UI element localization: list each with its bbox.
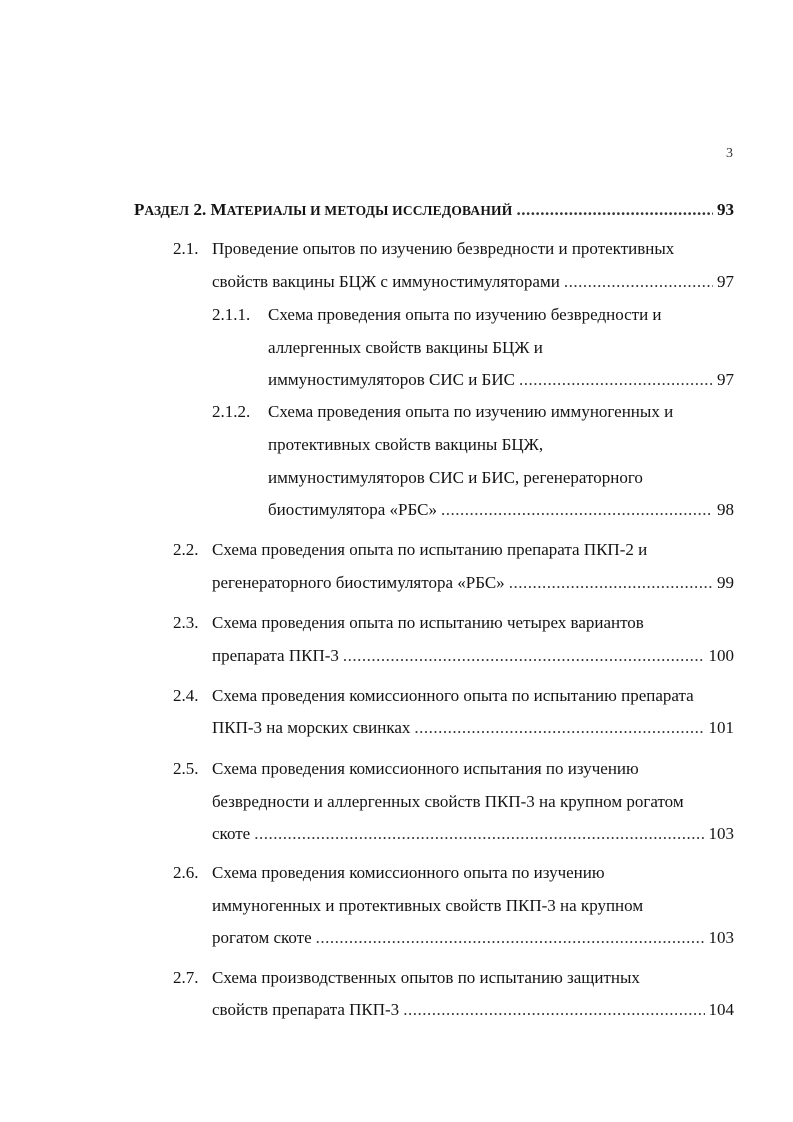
toc-page-number: 97	[717, 272, 734, 291]
toc-page-number: 101	[708, 718, 734, 737]
entry-number: 2.4.	[173, 686, 199, 705]
toc-page-number: 93	[717, 200, 734, 219]
toc-page-number: 103	[708, 928, 734, 947]
toc-page-number: 103	[708, 824, 734, 843]
dot-leader	[403, 999, 704, 1021]
entry-text-line: Схема проведения комиссионного испытания по изучению	[212, 759, 639, 778]
entry-text-line: регенераторного биостимулятора «РБС»	[212, 573, 505, 592]
entry-number: 2.1.1.	[212, 305, 251, 324]
entry-text-line: безвредности и аллергенных свойств ПКП-3 на крупном рогатом	[212, 792, 684, 811]
entry-number: 2.7.	[173, 968, 199, 987]
entry-number: 2.1.2.	[212, 402, 251, 421]
entry-number: 2.2.	[173, 540, 199, 559]
entry-number: 2.3.	[173, 613, 199, 632]
dot-leader	[343, 645, 705, 667]
entry-text-line: свойств препарата ПКП-3	[212, 1000, 400, 1019]
entry-text-line: Схема проведения комиссионного опыта по изучению	[212, 863, 605, 882]
entry-text-line: Схема проведения опыта по испытанию препарата ПКП-2 и	[212, 540, 648, 559]
dot-leader	[441, 499, 713, 521]
dot-leader	[254, 823, 704, 845]
entry-text-line: Схема проведения опыта по испытанию четырех вариантов	[212, 613, 644, 632]
dot-leader	[509, 572, 713, 594]
toc-page-number: 98	[717, 500, 734, 519]
entry-text-line: свойств вакцины БЦЖ с иммуностимуляторами	[212, 272, 560, 291]
entry-text-line: скоте	[212, 824, 251, 843]
entry-text-line: Схема проведения комиссионного опыта по испытанию препарата	[212, 686, 694, 705]
toc-page-number: 104	[708, 1000, 734, 1019]
dot-leader	[516, 199, 713, 221]
section-title: РАЗДЕЛ 2. МАТЕРИАЛЫ И МЕТОДЫ ИССЛЕДОВАНИЙ	[134, 200, 513, 219]
toc-page-number: 97	[717, 370, 734, 389]
toc-page-number: 100	[708, 646, 734, 665]
entry-number: 2.5.	[173, 759, 199, 778]
entry-text-line: протективных свойств вакцины БЦЖ,	[268, 435, 544, 454]
toc-page-number: 99	[717, 573, 734, 592]
dot-leader	[414, 717, 704, 739]
toc-section-heading[interactable]	[134, 199, 734, 222]
entry-text-line: Схема производственных опытов по испытанию защитных	[212, 968, 640, 987]
entry-text-line: биостимулятора «РБС»	[268, 500, 437, 519]
entry-text-line: аллергенных свойств вакцины БЦЖ и	[268, 338, 543, 357]
entry-text-line: Схема проведения опыта по изучению иммуногенных и	[268, 402, 674, 421]
dot-leader	[519, 369, 713, 391]
entry-number: 2.6.	[173, 863, 199, 882]
dot-leader	[564, 271, 713, 293]
entry-text-line: иммуностимуляторов СИС и БИС	[268, 370, 515, 389]
entry-text-line: препарата ПКП-3	[212, 646, 339, 665]
entry-text-line: рогатом скоте	[212, 928, 312, 947]
page-number: 3	[726, 146, 733, 161]
entry-number: 2.1.	[173, 239, 199, 258]
entry-text-line: иммуногенных и протективных свойств ПКП-3 на крупном	[212, 896, 644, 915]
dot-leader	[316, 927, 705, 949]
entry-text-line: ПКП-3 на морских свинках	[212, 718, 411, 737]
entry-text-line: Проведение опытов по изучению безвредности и протективных	[212, 239, 675, 258]
entry-text-line: иммуностимуляторов СИС и БИС, регенераторного	[268, 468, 643, 487]
entry-text-line: Схема проведения опыта по изучению безвредности и	[268, 305, 662, 324]
